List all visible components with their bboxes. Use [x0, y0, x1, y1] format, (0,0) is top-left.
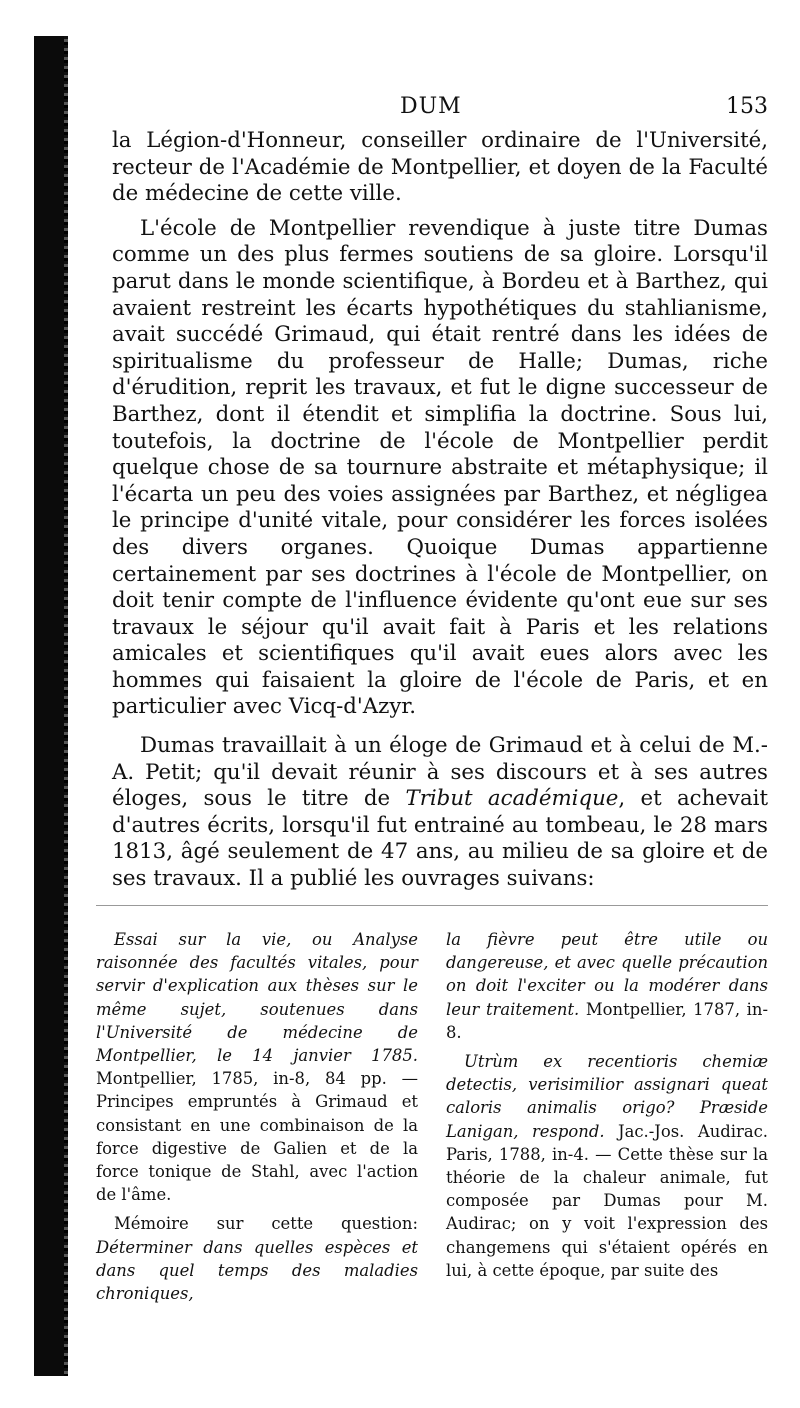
page-number: 153: [726, 94, 768, 119]
paragraph-text: Dumas travaillait à un éloge de Grimaud et à celui de M.-A. Petit; qu'il devait réunir à ses discours et à ses autres éloges, sous le titre de: [112, 733, 768, 812]
main-text: [112, 128, 768, 893]
bibliography: [96, 928, 768, 1305]
bibliography-right-column: [446, 928, 768, 1305]
entry-title: Utrùm ex recentioris chemiæ detectis, verisimilior assignari queat caloris animalis origo? Præside Lanigan, respond.: [446, 1052, 768, 1141]
bibliography-entry: [96, 1212, 418, 1305]
paragraph-text: , et achevait d'autres écrits, lorsqu'il fut entrainé au tombeau, le 28 mars 1813, âgé seulement de 47 ans, au milieu de sa gloire et de ses travaux. Il a publié les ouvrages suivans:: [112, 786, 769, 892]
page-header: [112, 94, 768, 124]
binding-shadow: [64, 36, 68, 1376]
bibliography-entry: [96, 928, 418, 1206]
paragraph-last-works: [112, 733, 768, 893]
book-binding-edge: [34, 36, 64, 1376]
entry-title: la fièvre peut être utile ou dangereuse, et avec quelle précaution on doit l'exciter ou la modérer dans leur traitement.: [446, 930, 768, 1019]
entry-intro: Mémoire sur cette question:: [114, 1214, 418, 1234]
work-title: Tribut académique: [405, 786, 619, 812]
bibliography-entry: [446, 1050, 768, 1282]
entry-details: Jac.-Jos. Audirac. Paris, 1788, in-4. — Cette thèse sur la théorie de la chaleur animale, fut composée par Dumas pour M. Audirac; on y voit l'expression des changemens qui s'étaient opérés en lui, à cette époque, par suite des: [446, 1121, 768, 1280]
section-divider: [96, 905, 768, 906]
entry-details: Montpellier, 1787, in-8.: [446, 999, 768, 1042]
paragraph-montpellier-school: L'école de Montpellier revendique à juste titre Dumas comme un des plus fermes soutiens de sa gloire. Lorsqu'il parut dans le monde scientifique, à Bordeu et à Barthez, qui avaient restreint les écarts hypothétiques du stahlianisme, avait succédé Grimaud, qui était rentré dans les idées de spiritualisme du professeur de Halle; Dumas, riche d'érudition, reprit les travaux, et fut le digne successeur de Barthez, dont il étendit et simplifia la doctrine. Sous lui, toutefois, la doctrine de l'école de Montpellier perdit quelque chose de sa tournure abstraite et métaphysique; il l'écarta un peu des voies assignées par Barthez, et négligea le principe d'unité vitale, pour considérer les forces isolées des divers organes. Quoique Dumas appartienne certainement par ses doctrines à l'école de Montpellier, on doit tenir compte de l'influence évidente qu'ont eue sur ses travaux le séjour qu'il avait fait à Paris et les relations amicales et scientifiques qu'il avait eues alors avec les hommes qui faisaient la gloire de l'école de Paris, et en particulier avec Vicq-d'Azyr.: [112, 215, 768, 720]
bibliography-entry-continued: [446, 928, 768, 1044]
entry-details: Montpellier, 1785, in-8, 84 pp. — Principes empruntés à Grimaud et consistant en une combinaison de la force digestive de Galien et de la force tonique de Stahl, avec l'action de l'âme.: [96, 1069, 418, 1205]
bibliography-left-column: [96, 928, 418, 1305]
paragraph-continuation: la Légion-d'Honneur, conseiller ordinaire de l'Université, recteur de l'Académie de Montpellier, et doyen de la Faculté de médecine de cette ville.: [112, 128, 768, 207]
entry-title: Déterminer dans quelles espèces et dans quel temps des maladies chroniques,: [96, 1237, 418, 1304]
running-head: DUM: [400, 94, 462, 119]
entry-title: Essai sur la vie, ou Analyse raisonnée des facultés vitales, pour servir d'explication aux thèses sur le même sujet, soutenues dans l'Université de médecine de Montpellier, le 14 janvier 1785.: [96, 930, 418, 1066]
